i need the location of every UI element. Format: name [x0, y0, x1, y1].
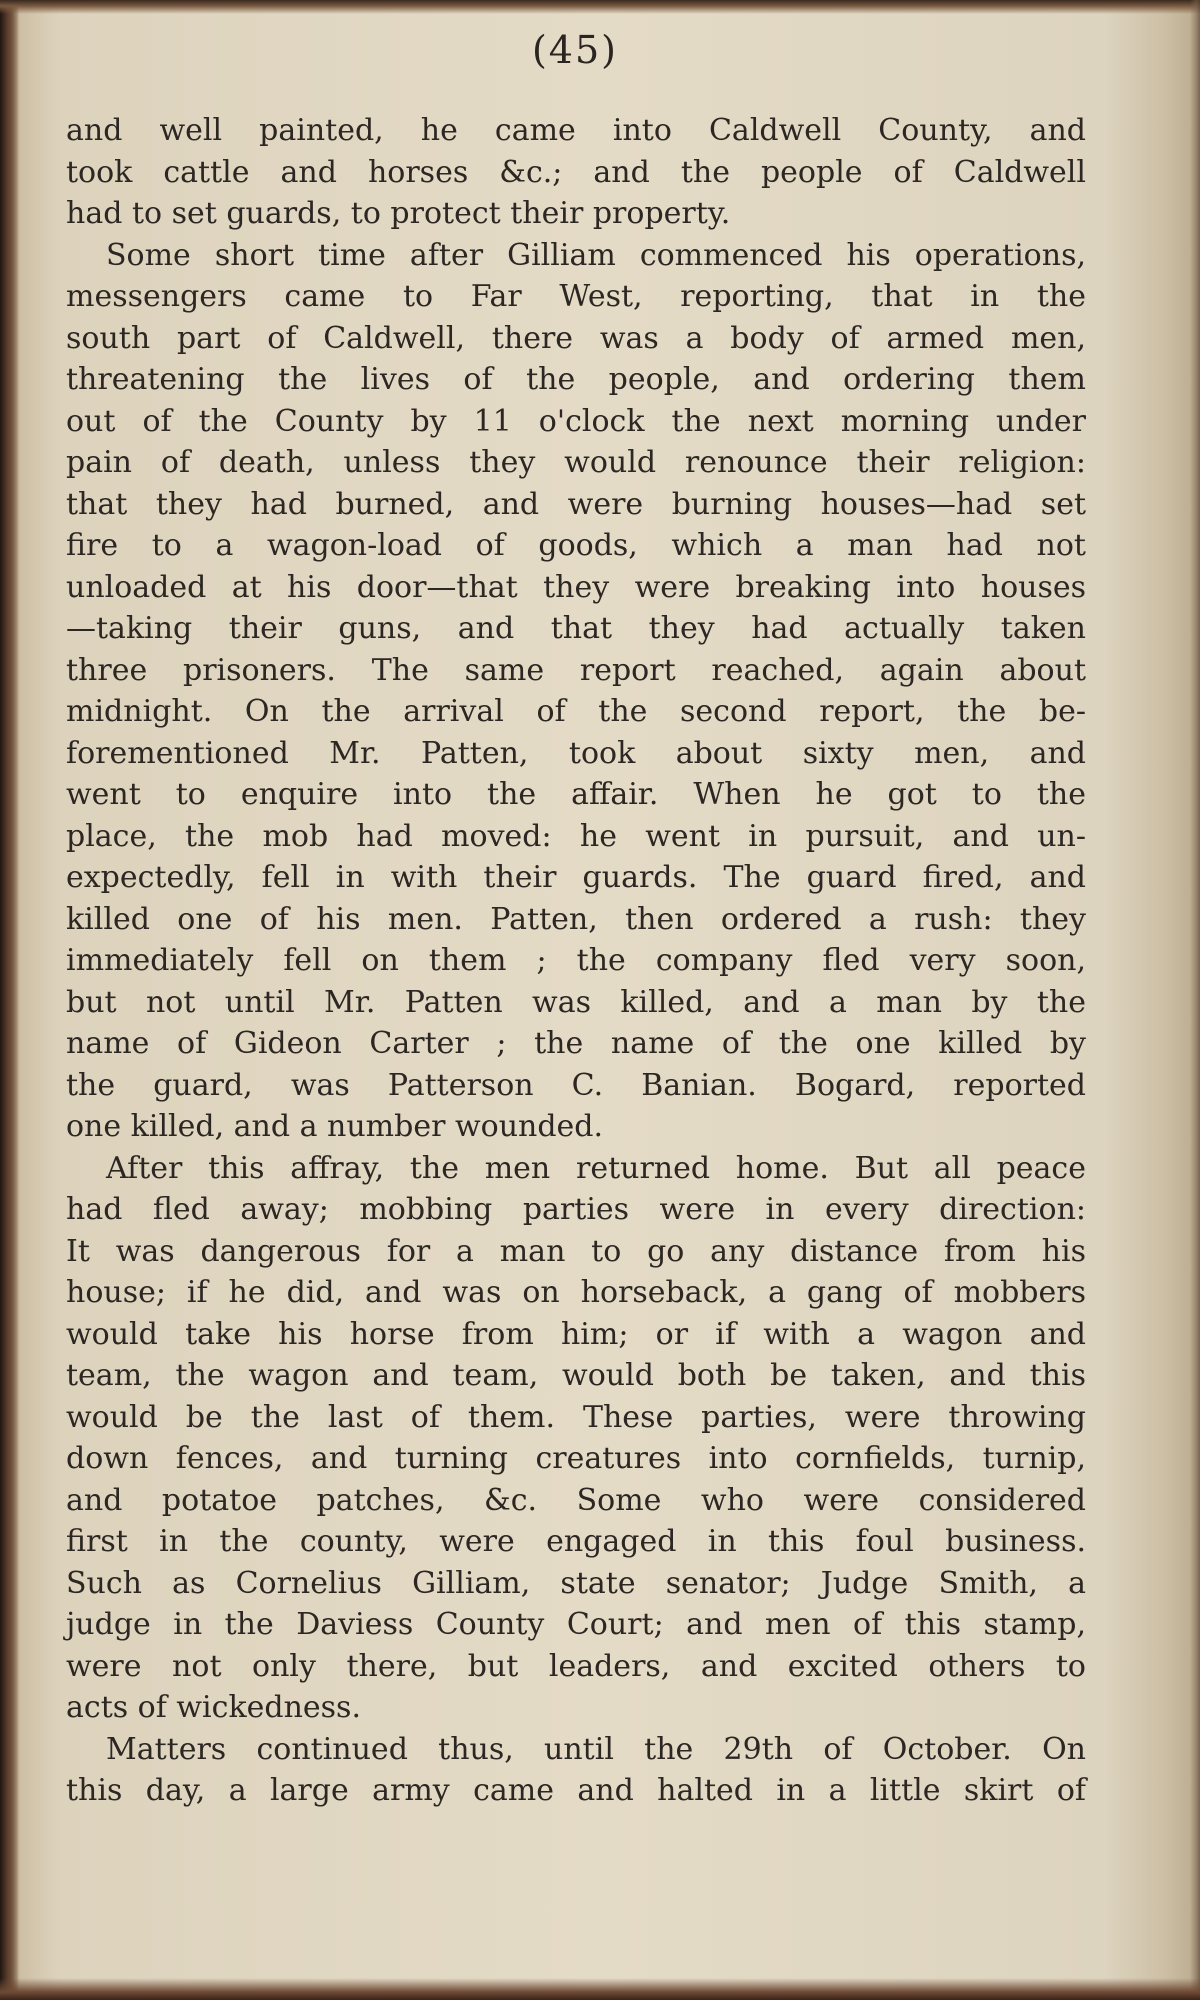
- text-line: down fences, and turning creatures into cornfields, turnip,: [66, 1441, 1086, 1476]
- text-line: the guard, was Patterson C. Banian. Bogard, reported: [66, 1067, 1086, 1103]
- text-line: but not until Mr. Patten was killed, and a man by the: [66, 984, 1086, 1020]
- text-line: messengers came to Far West, reporting, that in the: [66, 279, 1086, 314]
- book-spine-edge: [0, 0, 18, 2000]
- text-line: judge in the Daviess County Court; and men of this stamp,: [66, 1607, 1086, 1642]
- text-line: killed one of his men. Patten, then ordered a rush: they: [66, 901, 1086, 937]
- text-line: place, the mob had moved: he went in pursuit, and un-: [66, 818, 1086, 854]
- text-line: —taking their guns, and that they had actually taken: [66, 611, 1086, 646]
- text-line: team, the wagon and team, would both be taken, and this: [66, 1358, 1086, 1393]
- text-line: would take his horse from him; or if with a wagon and: [66, 1316, 1086, 1352]
- body-text: [66, 110, 1086, 1812]
- text-line: pain of death, unless they would renounce their religion:: [66, 445, 1086, 480]
- text-line: It was dangerous for a man to go any distance from his: [66, 1233, 1086, 1269]
- text-line: Some short time after Gilliam commenced his operations,: [106, 237, 1086, 273]
- text-line: this day, a large army came and halted in a little skirt of: [66, 1773, 1086, 1808]
- text-line: After this affray, the men returned home. But all peace: [106, 1150, 1086, 1186]
- text-line: had fled away; mobbing parties were in every direction:: [66, 1192, 1086, 1227]
- binding-top-edge: [0, 0, 1200, 14]
- binding-bottom-edge: [0, 1978, 1200, 2000]
- page-number: (45): [531, 28, 618, 72]
- page-content: [60, 22, 1090, 1972]
- text-line: unloaded at his door—that they were breaking into houses: [66, 569, 1086, 605]
- text-line: acts of wickedness.: [66, 1690, 361, 1725]
- text-line: and potatoe patches, &c. Some who were considered: [66, 1482, 1086, 1518]
- text-line: midnight. On the arrival of the second report, the be-: [66, 694, 1086, 729]
- text-line: three prisoners. The same report reached, again about: [66, 652, 1086, 688]
- text-line: expectedly, fell in with their guards. The guard fired, and: [66, 860, 1086, 895]
- text-line: took cattle and horses &c.; and the people of Caldwell: [66, 154, 1086, 190]
- text-line: fire to a wagon-load of goods, which a man had not: [66, 528, 1086, 563]
- text-line: out of the County by 11 o'clock the next morning under: [66, 403, 1086, 439]
- text-line: that they had burned, and were burning houses—had set: [66, 486, 1086, 522]
- text-line: house; if he did, and was on horseback, a gang of mobbers: [66, 1275, 1086, 1310]
- text-line: south part of Caldwell, there was a body of armed men,: [66, 320, 1086, 356]
- text-line: were not only there, but leaders, and excited others to: [66, 1648, 1086, 1684]
- text-line: first in the county, were engaged in this foul business.: [66, 1524, 1086, 1559]
- text-line: Matters continued thus, until the 29th of October. On: [106, 1731, 1086, 1767]
- text-line: one killed, and a number wounded.: [66, 1109, 604, 1144]
- text-line: went to enquire into the affair. When he got to the: [66, 777, 1086, 812]
- text-line: forementioned Mr. Patten, took about sixty men, and: [66, 735, 1086, 771]
- text-line: would be the last of them. These parties, were throwing: [66, 1399, 1086, 1435]
- text-line: and well painted, he came into Caldwell County, and: [66, 113, 1086, 148]
- page-fore-edge: [1190, 0, 1200, 2000]
- text-line: immediately fell on them ; the company fled very soon,: [66, 943, 1086, 978]
- text-line: Such as Cornelius Gilliam, state senator; Judge Smith, a: [66, 1565, 1086, 1601]
- text-line: had to set guards, to protect their property.: [66, 196, 731, 231]
- text-line: threatening the lives of the people, and ordering them: [66, 362, 1086, 397]
- text-line: name of Gideon Carter ; the name of the one killed by: [66, 1026, 1086, 1061]
